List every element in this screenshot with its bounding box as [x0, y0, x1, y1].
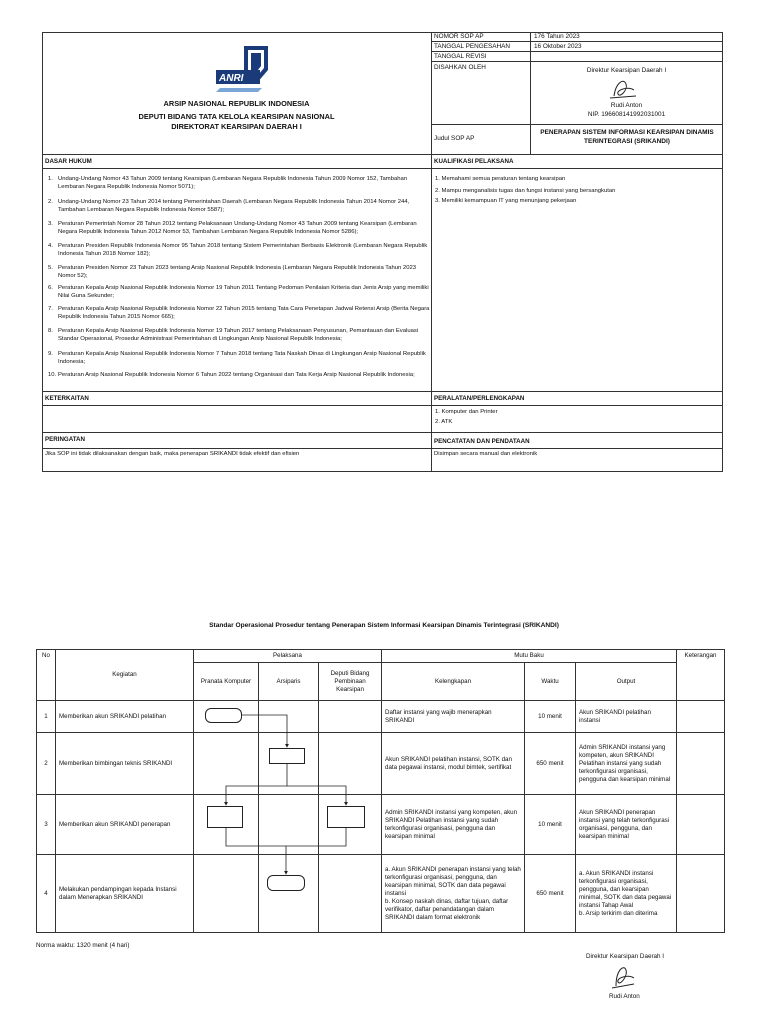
table-row: [37, 795, 725, 855]
flow-cell: [319, 701, 382, 733]
flow-cell: [259, 795, 319, 855]
flow-cell: [194, 855, 259, 933]
divider: [42, 391, 723, 392]
col-no-header: No: [37, 650, 56, 701]
row-number: 3: [37, 795, 56, 855]
org-directorate: DIREKTORAT KEARSIPAN DAERAH I: [171, 122, 302, 131]
col-kelengkapan-header: Kelengkapan: [382, 663, 525, 701]
table-row: [37, 733, 725, 795]
row-waktu: 10 menit: [525, 701, 576, 733]
peringatan-text: Jika SOP ini tidak dilaksanakan dengan baik, maka penerapan SRIKANDI tidak efektif dan efisien: [45, 451, 300, 457]
judul-value: PENERAPAN SISTEM INFORMASI KEARSIPAN DINAMIS TERINTEGRASI (SRIKANDI): [540, 129, 714, 145]
sop-table: [36, 649, 725, 933]
signer-title: Direktur Kearsipan Daerah I: [586, 67, 667, 74]
output-b: b. Arsip terkirim dan diterima: [579, 909, 658, 917]
row-keterangan: [677, 733, 725, 795]
kualifikasi-item: 2. Mampu menganalisis tugas dan fungsi instansi yang bersangkutan: [435, 188, 616, 194]
divider: [42, 405, 723, 406]
peralatan-heading: PERALATAN/PERLENGKAPAN: [434, 395, 525, 402]
col-output-header: Output: [576, 663, 677, 701]
row-kelengkapan: Akun SRIKANDI pelatihan instansi, SOTK dan data pegawai instansi, modul bimtek, sertifikat: [382, 733, 525, 795]
row-number: 1: [37, 701, 56, 733]
peralatan-item: 1. Komputer dan Printer: [435, 409, 498, 415]
col-deputi-header: Deputi Bidang Pembinaan Kearsipan: [319, 663, 382, 701]
kualifikasi-heading: KUALIFIKASI PELAKSANA: [434, 158, 514, 165]
flow-cell: [319, 733, 382, 795]
org-name: ARSIP NASIONAL REPUBLIK INDONESIA: [163, 99, 310, 108]
col-waktu-header: Waktu: [525, 663, 576, 701]
nomor-sop-label: NOMOR SOP AP: [434, 33, 484, 40]
flow-end-terminal: [267, 875, 305, 891]
row-keterangan: [677, 701, 725, 733]
org-deputy: DEPUTI BIDANG TATA KELOLA KEARSIPAN NASIONAL: [138, 112, 335, 121]
dasar-hukum-heading: DASAR HUKUM: [45, 158, 92, 165]
flow-start-terminal: [205, 708, 242, 723]
col-mutu-header: Mutu Baku: [382, 650, 677, 663]
kualifikasi-item: 3. Memiliki kemampuan IT yang menunjang pekerjaan: [435, 198, 577, 204]
row-number: 4: [37, 855, 56, 933]
row-kelengkapan: [382, 855, 525, 933]
col-pelaksana-header: Pelaksana: [194, 650, 382, 663]
nomor-sop-value: 176 Tahun 2023: [534, 33, 580, 40]
flow-cell: [319, 855, 382, 933]
anri-logo: [214, 44, 270, 94]
table-row: [37, 701, 725, 733]
flow-process-box: [207, 806, 243, 828]
flow-cell: [259, 701, 319, 733]
signer-nip: NIP. 196608141992031001: [587, 111, 666, 118]
judul-label: Judul SOP AP: [434, 135, 475, 142]
pencatatan-text: Disimpan secara manual dan elektronik: [434, 451, 538, 457]
row-output: Akun SRIKANDI pelatihan instansi: [576, 701, 677, 733]
row-keterangan: [677, 855, 725, 933]
divider: [42, 432, 723, 433]
divider: [42, 168, 723, 169]
divider: [431, 32, 432, 472]
kelengkapan-b: b. Konsep naskah dinas, daftar tujuan, daftar verifikator, daftar penandatangan dalam SRIKANDI dalam format elektronik: [385, 897, 509, 921]
peringatan-heading: PERINGATAN: [45, 436, 85, 443]
output-a: a. Akun SRIKANDI instansi terkonfigurasi organisasi, pengguna, dan kearsipan minimal, SOTK dan data pegawai instansi Tahap Awal: [579, 869, 672, 909]
row-kegiatan: Memberikan akun SRIKANDI penerapan: [56, 795, 194, 855]
row-output: Akun SRIKANDI penerapan instansi yang telah terkonfigurasi organisasi, pengguna, dan kearsipan minimal: [576, 795, 677, 855]
disahkan-label: DISAHKAN OLEH: [434, 64, 486, 71]
row-output: [576, 855, 677, 933]
row-kelengkapan: Admin SRIKANDI instansi yang kompeten, akun SRIKANDI Pelatihan instansi yang sudah terkonfigurasi organisasi, pengguna dan kearsipan minimal: [382, 795, 525, 855]
row-output: Admin SRIKANDI instansi yang kompeten, akun SRIKANDI Pelatihan instansi yang sudah terkonfigurasi organisasi, pengguna dan kearsipan minimal: [576, 733, 677, 795]
signer-name: Rudi Anton: [610, 102, 643, 109]
tanggal-pengesahan-value: 16 Oktober 2023: [534, 43, 582, 50]
col-kegiatan-header: Kegiatan: [56, 650, 194, 701]
keterkaitan-heading: KETERKAITAN: [45, 395, 89, 402]
pencatatan-heading: PENCATATAN DAN PENDATAAN: [434, 438, 530, 445]
svg-text:ANRI: ANRI: [219, 73, 244, 84]
flow-cell: [194, 733, 259, 795]
divider: [42, 448, 723, 449]
sop-title: Standar Operasional Prosedur tentang Penerapan Sistem Informasi Kearsipan Dinamis Terintegrasi (SRIKANDI): [209, 622, 559, 629]
row-kelengkapan: Daftar instansi yang wajib menerapkan SRIKANDI: [382, 701, 525, 733]
tanggal-pengesahan-label: TANGGAL PENGESAHAN: [434, 43, 510, 50]
row-kegiatan: Memberikan akun SRIKANDI pelatihan: [56, 701, 194, 733]
peralatan-item: 2. ATK: [435, 419, 453, 425]
col-keterangan-header: Keterangan: [677, 650, 725, 701]
kelengkapan-a: a. Akun SRIKANDI penerapan instansi yang telah terkonfigurasi organisasi, pengguna, dan kearsipan minimal, SOTK dan data pegawai instansi: [385, 865, 521, 897]
flow-process-box: [327, 806, 365, 828]
row-number: 2: [37, 733, 56, 795]
row-waktu: 650 menit: [525, 733, 576, 795]
footer-signer-name: Rudi Anton: [609, 993, 640, 1000]
row-waktu: 10 menit: [525, 795, 576, 855]
divider: [42, 154, 723, 155]
norma-waktu: Norma waktu: 1320 menit (4 hari): [36, 942, 130, 949]
divider: [431, 124, 723, 125]
col-pranata-header: Pranata Komputer: [194, 663, 259, 701]
footer-signature-image: [606, 962, 640, 995]
kualifikasi-item: 1. Memahami semua peraturan tentang kearsipan: [435, 176, 566, 182]
table-row: [37, 855, 725, 933]
flow-cell: [259, 855, 319, 933]
footer-signer-title: Direktur Kearsipan Daerah I: [586, 953, 665, 960]
row-kegiatan: Memberikan bimbingan teknis SRIKANDI: [56, 733, 194, 795]
flow-process-box: [269, 748, 305, 764]
row-waktu: 650 menit: [525, 855, 576, 933]
divider: [431, 61, 723, 62]
col-arsiparis-header: Arsiparis: [259, 663, 319, 701]
row-kegiatan: Melakukan pendampingan kepada Instansi dalam Menerapkan SRIKANDI: [56, 855, 194, 933]
row-keterangan: [677, 795, 725, 855]
tanggal-revisi-label: TANGGAL REVISI: [434, 53, 487, 60]
